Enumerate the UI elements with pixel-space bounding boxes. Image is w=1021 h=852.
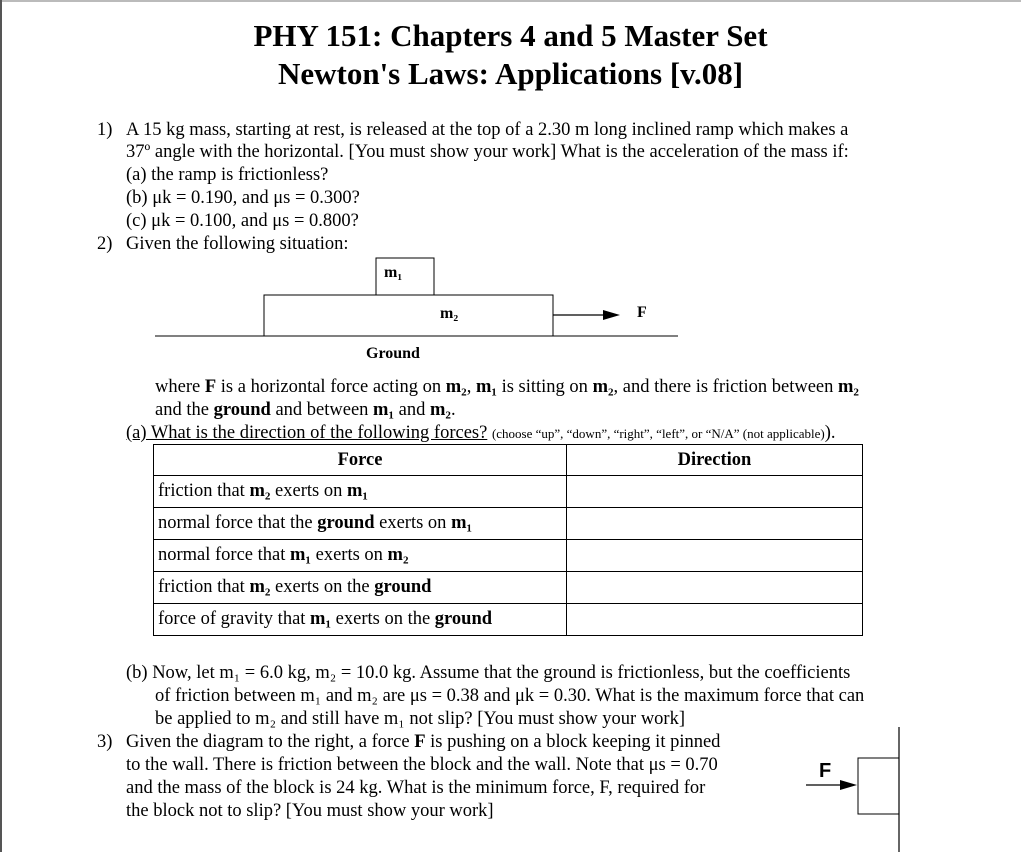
table-row <box>154 604 863 636</box>
q1-number: 1) <box>97 120 113 140</box>
force-cell: friction that m₂ exerts on the ground <box>154 572 567 604</box>
q2-number: 2) <box>97 234 113 254</box>
q1-part-b: (b) μk = 0.190, and μs = 0.300? <box>126 188 360 208</box>
m1-label: m₁ <box>384 264 403 281</box>
page-subtitle: Newton's Laws: Applications [v.08] <box>277 56 744 91</box>
force-cell: friction that m₂ exerts on m₁ <box>154 476 567 508</box>
q2-intro: Given the following situation: <box>126 234 349 254</box>
q2-part-b-line2: of friction between m₁ and m₂ are μs = 0.38 and μk = 0.30. What is the maximum force that can <box>155 686 865 706</box>
q2-where-line: where F is a horizontal force acting on m₂, m₁ is sitting on m₂, and there is friction between m₂ <box>155 377 859 397</box>
q2-part-b-line1: (b) Now, let m₁ = 6.0 kg, m₂ = 10.0 kg. Assume that the ground is frictionless, but the coefficients <box>126 663 851 683</box>
q3-number: 3) <box>97 732 113 752</box>
q3-line4: the block not to slip? [You must show your work] <box>126 801 494 821</box>
force-column-header: Force <box>154 445 567 476</box>
q2-part-b-line3: be applied to m₂ and still have m₁ not slip? [You must show your work] <box>155 709 686 729</box>
q1-line2: 37º angle with the horizontal. [You must show your work] What is the acceleration of the mass if: <box>126 142 849 162</box>
q1-part-a: (a) the ramp is frictionless? <box>126 165 329 185</box>
q3-line1: Given the diagram to the right, a force F is pushing on a block keeping it pinned <box>126 732 721 752</box>
wall-force-label: F <box>819 760 832 782</box>
pinned-block <box>858 758 899 814</box>
direction-answer-cell[interactable] <box>567 540 863 572</box>
table-row <box>154 572 863 604</box>
q1-line1: A 15 kg mass, starting at rest, is released at the top of a 2.30 m long inclined ramp which makes a <box>126 120 849 140</box>
direction-answer-cell[interactable] <box>567 604 863 636</box>
blocks-diagram <box>0 0 1021 380</box>
force-cell: normal force that the ground exerts on m₁ <box>154 508 567 540</box>
force-cell: normal force that m₁ exerts on m₂ <box>154 540 567 572</box>
direction-answer-cell[interactable] <box>567 508 863 540</box>
q2-part-a-note: (choose “up”, “down”, “right”, “left”, or “N/A” (not applicable) <box>491 426 825 441</box>
page-title: PHY 151: Chapters 4 and 5 Master Set <box>253 18 768 53</box>
force-arrow-head <box>603 310 620 320</box>
m2-block <box>264 295 553 336</box>
table-row <box>154 476 863 508</box>
table-header-row <box>154 445 863 476</box>
direction-answer-cell[interactable] <box>567 476 863 508</box>
ground-label: Ground <box>366 345 420 362</box>
q3-line2: to the wall. There is friction between the block and the wall. Note that μs = 0.70 <box>126 755 718 775</box>
q3-line3: and the mass of the block is 24 kg. What is the minimum force, F, required for <box>126 778 706 798</box>
direction-column-header: Direction <box>567 445 863 476</box>
q2-and-line: and the ground and between m₁ and m₂. <box>155 400 456 420</box>
table-row <box>154 508 863 540</box>
m2-label: m₂ <box>440 305 459 322</box>
direction-answer-cell[interactable] <box>567 572 863 604</box>
q2-part-a-question: (a) What is the direction of the following forces? (choose “up”, “down”, “right”, “left”, or “N/A” (not applicable)). <box>126 423 836 443</box>
push-arrow-head <box>840 780 857 790</box>
force-label: F <box>637 304 647 321</box>
force-cell: force of gravity that m₁ exerts on the ground <box>154 604 567 636</box>
q1-part-c: (c) μk = 0.100, and μs = 0.800? <box>126 211 359 231</box>
force-direction-table <box>153 444 863 636</box>
table-row <box>154 540 863 572</box>
